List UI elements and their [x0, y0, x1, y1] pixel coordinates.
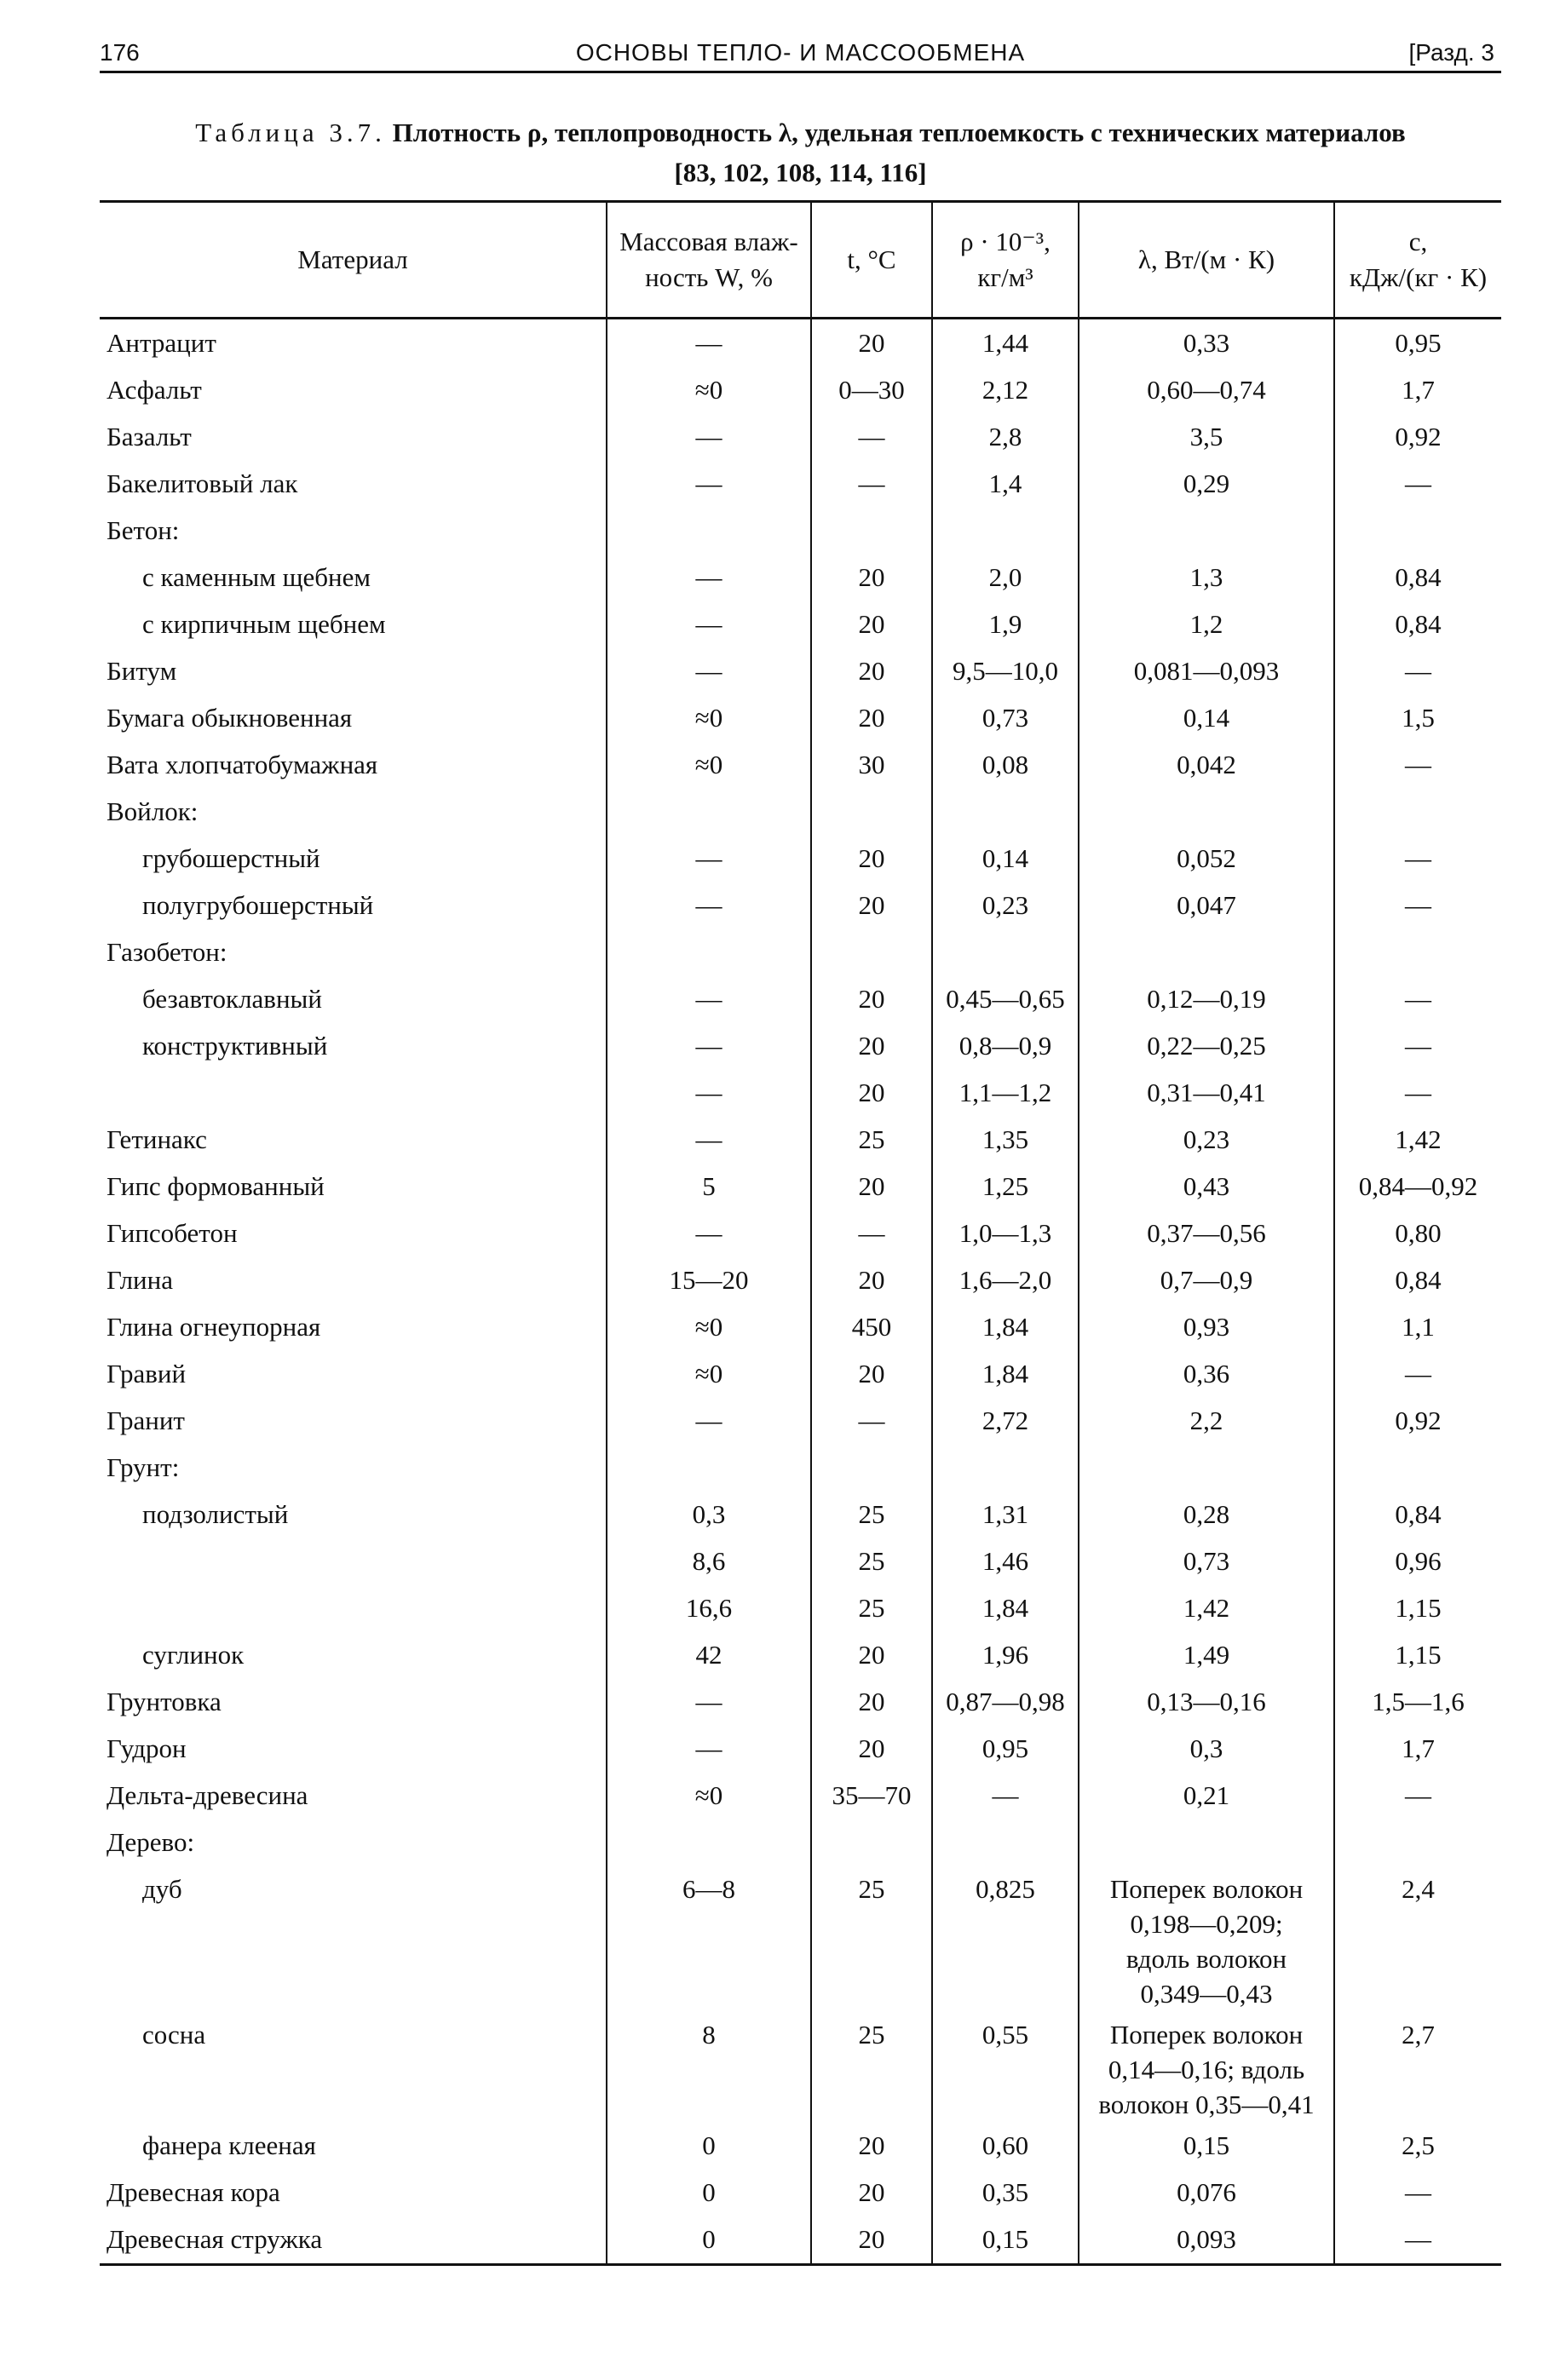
cell-material: Асфальт — [100, 366, 607, 413]
cell-material: Дерево: — [100, 1819, 607, 1865]
cell-temperature: 20 — [811, 1069, 932, 1116]
cell-density — [932, 928, 1079, 975]
cell-heat-capacity — [1334, 507, 1501, 554]
cell-heat-capacity: 2,4 — [1402, 1874, 1435, 1904]
cell-conductivity: 0,15 — [1079, 2122, 1334, 2169]
cell-material: Войлок: — [100, 788, 607, 835]
cell-conductivity: 0,22—0,25 — [1079, 1022, 1334, 1069]
cell-conductivity: 0,081—0,093 — [1079, 647, 1334, 694]
table-row — [100, 2122, 1501, 2169]
cell-temperature: 25 — [811, 1116, 932, 1163]
cell-heat-capacity: — — [1405, 843, 1431, 873]
cell-moisture: — — [607, 1397, 811, 1444]
table-row — [100, 2169, 1501, 2216]
caption-title: Плотность ρ, теплопроводность λ, удельная теплоемкость c технических материалов — [392, 118, 1406, 147]
cell-moisture: 5 — [607, 1163, 811, 1210]
cell-temperature: 25 — [811, 2011, 932, 2122]
cell-heat-capacity: 1,15 — [1395, 1640, 1442, 1670]
page-number: 176 — [100, 39, 140, 66]
cell-density: 1,46 — [932, 1538, 1079, 1584]
cell-temperature: 25 — [811, 1865, 932, 2011]
table-row — [100, 741, 1501, 788]
cell-density: 0,73 — [932, 694, 1079, 741]
cell-temperature: — — [811, 460, 932, 507]
cell-material: безавтоклавный — [100, 975, 607, 1022]
caption-line-1 — [100, 112, 1501, 152]
cell-heat-capacity: — — [1405, 2177, 1431, 2207]
cell-moisture: ≈0 — [607, 1303, 811, 1350]
table-row — [100, 647, 1501, 694]
cell-density: 2,12 — [932, 366, 1079, 413]
table-row — [100, 2011, 1501, 2122]
cell-heat-capacity: 1,7 — [1402, 1733, 1435, 1763]
cell-material: подзолистый — [100, 1491, 607, 1538]
cell-density: 0,825 — [932, 1865, 1079, 2011]
cell-conductivity: 0,14 — [1079, 694, 1334, 741]
cell-density — [932, 788, 1079, 835]
cell-heat-capacity: — — [1405, 469, 1431, 498]
cell-temperature — [811, 1819, 932, 1865]
cell-moisture — [607, 507, 811, 554]
cell-density: 0,8—0,9 — [932, 1022, 1079, 1069]
cell-heat-capacity: — — [1405, 1078, 1431, 1107]
cell-heat-capacity: — — [1405, 1031, 1431, 1061]
cell-moisture: 0,3 — [607, 1491, 811, 1538]
cell-conductivity: 0,33 — [1079, 319, 1334, 367]
cell-temperature: 20 — [811, 975, 932, 1022]
cell-density: 1,84 — [932, 1584, 1079, 1631]
cell-conductivity: 0,93 — [1079, 1303, 1334, 1350]
cell-conductivity — [1079, 928, 1334, 975]
cell-material: полугрубошерстный — [100, 882, 607, 928]
cell-conductivity: 0,36 — [1079, 1350, 1334, 1397]
cell-material: Гравий — [100, 1350, 607, 1397]
cell-temperature: 20 — [811, 601, 932, 647]
cell-conductivity: 2,2 — [1079, 1397, 1334, 1444]
cell-moisture: ≈0 — [607, 1350, 811, 1397]
cell-density: 2,72 — [932, 1397, 1079, 1444]
conductivity-line: 0,14—0,16; вдоль — [1108, 2055, 1305, 2084]
table-row — [100, 554, 1501, 601]
cell-material: Бумага обыкновенная — [100, 694, 607, 741]
table-header-row — [100, 202, 1501, 319]
table-row — [100, 694, 1501, 741]
cell-heat-capacity: — — [1405, 984, 1431, 1014]
cell-conductivity: 0,7—0,9 — [1079, 1256, 1334, 1303]
cell-conductivity: 0,73 — [1079, 1538, 1334, 1584]
cell-moisture: — — [607, 647, 811, 694]
cell-heat-capacity: 0,95 — [1395, 328, 1442, 358]
col-header-heat-capacity: c, кДж/(кг · К) — [1334, 202, 1501, 319]
cell-material: с кирпичным щебнем — [100, 601, 607, 647]
cell-density: 1,84 — [932, 1350, 1079, 1397]
caption-line-2 — [100, 152, 1501, 193]
cell-density — [932, 1444, 1079, 1491]
cell-material: Бетон: — [100, 507, 607, 554]
caption-label: Таблица 3.7. — [195, 118, 386, 147]
cell-density: 1,31 — [932, 1491, 1079, 1538]
cell-moisture: — — [607, 835, 811, 882]
cell-moisture: — — [607, 882, 811, 928]
cell-moisture: 0 — [607, 2169, 811, 2216]
cell-density: 1,6—2,0 — [932, 1256, 1079, 1303]
cell-temperature: 20 — [811, 2169, 932, 2216]
cell-material: Гетинакс — [100, 1116, 607, 1163]
cell-density: 1,9 — [932, 601, 1079, 647]
cell-material: Битум — [100, 647, 607, 694]
cell-conductivity: 0,13—0,16 — [1079, 1678, 1334, 1725]
cell-conductivity: 0,29 — [1079, 460, 1334, 507]
cell-heat-capacity: — — [1405, 656, 1431, 686]
cell-conductivity: 0,60—0,74 — [1079, 366, 1334, 413]
page-header — [100, 34, 1501, 73]
cell-conductivity — [1079, 1819, 1334, 1865]
cell-material — [100, 1069, 607, 1116]
cell-moisture: ≈0 — [607, 366, 811, 413]
table-row — [100, 1538, 1501, 1584]
cell-conductivity: 0,052 — [1079, 835, 1334, 882]
col-header-material: Материал — [100, 202, 607, 319]
cell-material — [100, 1584, 607, 1631]
cell-material: Гудрон — [100, 1725, 607, 1772]
cell-conductivity: 0,21 — [1079, 1772, 1334, 1819]
cell-moisture: 8,6 — [607, 1538, 811, 1584]
cell-moisture — [607, 928, 811, 975]
cell-density: 0,14 — [932, 835, 1079, 882]
table-row — [100, 1397, 1501, 1444]
cell-material: конструктивный — [100, 1022, 607, 1069]
table-row — [100, 1069, 1501, 1116]
cell-heat-capacity: 0,84 — [1395, 562, 1442, 592]
cell-temperature: 20 — [811, 2122, 932, 2169]
cell-conductivity — [1079, 1444, 1334, 1491]
col-header-temperature: t, °C — [811, 202, 932, 319]
cell-temperature: — — [811, 1210, 932, 1256]
cell-conductivity: 1,3 — [1079, 554, 1334, 601]
cell-heat-capacity — [1334, 1819, 1501, 1865]
cell-moisture: — — [607, 1022, 811, 1069]
cell-heat-capacity: 0,84 — [1395, 1499, 1442, 1529]
table-row — [100, 1678, 1501, 1725]
cell-conductivity: 0,3 — [1079, 1725, 1334, 1772]
cell-heat-capacity: 0,92 — [1395, 422, 1442, 451]
conductivity-line: Поперек волокон — [1109, 1874, 1304, 1904]
cell-moisture: 6—8 — [607, 1865, 811, 2011]
table-row — [100, 460, 1501, 507]
cell-conductivity — [1079, 1865, 1334, 2011]
cell-moisture — [607, 788, 811, 835]
cell-conductivity — [1079, 788, 1334, 835]
cell-material: Вата хлопчатобумажная — [100, 741, 607, 788]
cell-conductivity: 0,28 — [1079, 1491, 1334, 1538]
cell-heat-capacity — [1334, 788, 1501, 835]
cell-density — [932, 1819, 1079, 1865]
cell-moisture: 0 — [607, 2216, 811, 2265]
cell-heat-capacity: — — [1405, 890, 1431, 920]
cell-temperature: 20 — [811, 1022, 932, 1069]
cell-heat-capacity: 1,42 — [1395, 1124, 1442, 1154]
cell-moisture: ≈0 — [607, 741, 811, 788]
cell-heat-capacity: 0,80 — [1395, 1218, 1442, 1248]
cell-temperature: 20 — [811, 1350, 932, 1397]
cell-heat-capacity — [1334, 928, 1501, 975]
table-row — [100, 1116, 1501, 1163]
cell-temperature: 0—30 — [811, 366, 932, 413]
cell-density: 0,95 — [932, 1725, 1079, 1772]
cell-material: сосна — [100, 2011, 607, 2122]
cell-heat-capacity: 1,15 — [1395, 1593, 1442, 1623]
cell-temperature — [811, 1444, 932, 1491]
table-row — [100, 1772, 1501, 1819]
cell-temperature: 25 — [811, 1491, 932, 1538]
cell-density: 1,25 — [932, 1163, 1079, 1210]
cell-conductivity: 0,093 — [1079, 2216, 1334, 2265]
cell-material: Глина — [100, 1256, 607, 1303]
cell-heat-capacity: 2,5 — [1402, 2130, 1435, 2160]
cell-material: Антрацит — [100, 319, 607, 367]
cell-heat-capacity: 1,1 — [1402, 1312, 1435, 1342]
cell-conductivity: 0,12—0,19 — [1079, 975, 1334, 1022]
cell-conductivity — [1079, 2011, 1334, 2122]
cell-density: — — [932, 1772, 1079, 1819]
table-row — [100, 1444, 1501, 1491]
cell-moisture: 8 — [607, 2011, 811, 2122]
cell-temperature: 20 — [811, 554, 932, 601]
cell-material: Гипсобетон — [100, 1210, 607, 1256]
cell-density: 0,60 — [932, 2122, 1079, 2169]
cell-temperature: 25 — [811, 1538, 932, 1584]
table-row — [100, 835, 1501, 882]
cell-moisture: 42 — [607, 1631, 811, 1678]
cell-heat-capacity: 1,7 — [1402, 375, 1435, 405]
cell-moisture: — — [607, 1069, 811, 1116]
col-header-moisture: Массовая влаж- ность W, % — [607, 202, 811, 319]
cell-moisture: — — [607, 1116, 811, 1163]
cell-moisture: ≈0 — [607, 694, 811, 741]
table-row — [100, 1865, 1501, 2011]
cell-heat-capacity: 0,96 — [1395, 1546, 1442, 1576]
cell-density: 0,45—0,65 — [932, 975, 1079, 1022]
header-rule — [100, 71, 1501, 73]
cell-heat-capacity: — — [1405, 750, 1431, 779]
cell-conductivity: 1,42 — [1079, 1584, 1334, 1631]
cell-material: Древесная кора — [100, 2169, 607, 2216]
table-row — [100, 413, 1501, 460]
cell-moisture: — — [607, 319, 811, 367]
cell-density: 0,35 — [932, 2169, 1079, 2216]
cell-heat-capacity: 2,7 — [1402, 2020, 1435, 2049]
cell-material: дуб — [100, 1865, 607, 2011]
cell-temperature: 35—70 — [811, 1772, 932, 1819]
table-body — [100, 319, 1501, 2265]
cell-heat-capacity: — — [1334, 2216, 1501, 2265]
cell-material: суглинок — [100, 1631, 607, 1678]
cell-material: Гранит — [100, 1397, 607, 1444]
cell-temperature: 20 — [811, 835, 932, 882]
cell-density: 0,23 — [932, 882, 1079, 928]
table-caption — [100, 112, 1501, 193]
cell-material: грубошерстный — [100, 835, 607, 882]
cell-conductivity — [1079, 507, 1334, 554]
cell-density: 1,84 — [932, 1303, 1079, 1350]
table-row — [100, 788, 1501, 835]
cell-temperature: 20 — [811, 1256, 932, 1303]
table-row — [100, 319, 1501, 367]
cell-moisture: 0 — [607, 2122, 811, 2169]
cell-density: 1,1—1,2 — [932, 1069, 1079, 1116]
table-row — [100, 2216, 1501, 2265]
cell-density — [932, 507, 1079, 554]
cell-temperature: 20 — [811, 882, 932, 928]
cell-temperature — [811, 507, 932, 554]
cell-conductivity: 0,31—0,41 — [1079, 1069, 1334, 1116]
cell-heat-capacity: 0,92 — [1395, 1406, 1442, 1435]
cell-moisture: — — [607, 1725, 811, 1772]
cell-material: Газобетон: — [100, 928, 607, 975]
cell-material: Базальт — [100, 413, 607, 460]
conductivity-line: 0,349—0,43 — [1140, 1979, 1273, 2009]
table-row — [100, 1350, 1501, 1397]
cell-temperature — [811, 928, 932, 975]
cell-material: Гипс формованный — [100, 1163, 607, 1210]
cell-moisture: — — [607, 554, 811, 601]
table-row — [100, 1210, 1501, 1256]
cell-density: 0,55 — [932, 2011, 1079, 2122]
cell-temperature: 20 — [811, 1678, 932, 1725]
cell-material: Глина огнеупорная — [100, 1303, 607, 1350]
cell-heat-capacity: 0,84—0,92 — [1358, 1171, 1478, 1201]
table-row — [100, 1491, 1501, 1538]
cell-moisture: — — [607, 975, 811, 1022]
cell-moisture — [607, 1444, 811, 1491]
cell-material — [100, 1538, 607, 1584]
conductivity-line: волокон 0,35—0,41 — [1098, 2090, 1315, 2119]
cell-material: Грунтовка — [100, 1678, 607, 1725]
cell-moisture: ≈0 — [607, 1772, 811, 1819]
cell-density: 1,44 — [932, 319, 1079, 367]
cell-heat-capacity: 1,5 — [1402, 703, 1435, 733]
conductivity-line: 0,198—0,209; — [1130, 1909, 1283, 1939]
table-row — [100, 975, 1501, 1022]
table-row — [100, 1303, 1501, 1350]
table-row — [100, 507, 1501, 554]
cell-heat-capacity: 1,5—1,6 — [1372, 1687, 1465, 1716]
cell-temperature: 20 — [811, 1163, 932, 1210]
cell-density: 0,15 — [932, 2216, 1079, 2265]
cell-density: 2,0 — [932, 554, 1079, 601]
cell-density: 2,8 — [932, 413, 1079, 460]
cell-material: Дельта-древесина — [100, 1772, 607, 1819]
cell-density: 0,87—0,98 — [932, 1678, 1079, 1725]
cell-material: Древесная стружка — [100, 2216, 607, 2265]
cell-material: фанера клееная — [100, 2122, 607, 2169]
cell-conductivity: 1,2 — [1079, 601, 1334, 647]
cell-conductivity: 0,047 — [1079, 882, 1334, 928]
cell-temperature: 20 — [811, 319, 932, 367]
cell-moisture: — — [607, 601, 811, 647]
cell-heat-capacity: 0,84 — [1395, 609, 1442, 639]
table-row — [100, 928, 1501, 975]
cell-moisture: — — [607, 1210, 811, 1256]
cell-temperature: 450 — [811, 1303, 932, 1350]
cell-heat-capacity: 0,84 — [1395, 1265, 1442, 1295]
cell-heat-capacity: — — [1405, 1780, 1431, 1810]
table-row — [100, 366, 1501, 413]
col-header-density: ρ · 10⁻³, кг/м³ — [932, 202, 1079, 319]
cell-material: с каменным щебнем — [100, 554, 607, 601]
cell-conductivity: 0,076 — [1079, 2169, 1334, 2216]
cell-moisture: — — [607, 460, 811, 507]
cell-temperature — [811, 788, 932, 835]
table-row — [100, 1819, 1501, 1865]
cell-temperature: 20 — [811, 647, 932, 694]
cell-density: 1,0—1,3 — [932, 1210, 1079, 1256]
cell-moisture: — — [607, 413, 811, 460]
conductivity-line: Поперек волокон — [1109, 2020, 1304, 2049]
table-row — [100, 882, 1501, 928]
cell-density: 1,96 — [932, 1631, 1079, 1678]
cell-conductivity: 1,49 — [1079, 1631, 1334, 1678]
section-label: [Разд. 3 — [1408, 39, 1494, 66]
cell-moisture: 15—20 — [607, 1256, 811, 1303]
cell-material: Грунт: — [100, 1444, 607, 1491]
cell-conductivity: 0,43 — [1079, 1163, 1334, 1210]
cell-temperature: — — [811, 1397, 932, 1444]
cell-temperature: 20 — [811, 2216, 932, 2265]
cell-density: 9,5—10,0 — [932, 647, 1079, 694]
cell-density: 1,35 — [932, 1116, 1079, 1163]
cell-material: Бакелитовый лак — [100, 460, 607, 507]
table-row — [100, 1163, 1501, 1210]
cell-heat-capacity — [1334, 1444, 1501, 1491]
table-row — [100, 1256, 1501, 1303]
cell-temperature: 20 — [811, 1631, 932, 1678]
table-row — [100, 601, 1501, 647]
cell-temperature: 20 — [811, 1725, 932, 1772]
cell-heat-capacity: — — [1405, 1359, 1431, 1388]
materials-table — [100, 200, 1501, 2266]
cell-temperature: 30 — [811, 741, 932, 788]
cell-moisture: — — [607, 1678, 811, 1725]
cell-conductivity: 0,23 — [1079, 1116, 1334, 1163]
cell-conductivity: 0,042 — [1079, 741, 1334, 788]
cell-conductivity: 3,5 — [1079, 413, 1334, 460]
cell-moisture: 16,6 — [607, 1584, 811, 1631]
cell-temperature: 20 — [811, 694, 932, 741]
running-title: ОСНОВЫ ТЕПЛО- И МАССООБМЕНА — [575, 39, 1026, 66]
col-header-conductivity: λ, Вт/(м · К) — [1079, 202, 1334, 319]
table-row — [100, 1022, 1501, 1069]
caption-refs: [83, 102, 108, 114, 116] — [674, 158, 927, 187]
conductivity-line: вдоль волокон — [1125, 1944, 1287, 1974]
cell-density: 1,4 — [932, 460, 1079, 507]
table-row — [100, 1631, 1501, 1678]
cell-temperature: 25 — [811, 1584, 932, 1631]
cell-temperature: — — [811, 413, 932, 460]
table-row — [100, 1725, 1501, 1772]
cell-density: 0,08 — [932, 741, 1079, 788]
cell-moisture — [607, 1819, 811, 1865]
table-row — [100, 1584, 1501, 1631]
cell-conductivity: 0,37—0,56 — [1079, 1210, 1334, 1256]
